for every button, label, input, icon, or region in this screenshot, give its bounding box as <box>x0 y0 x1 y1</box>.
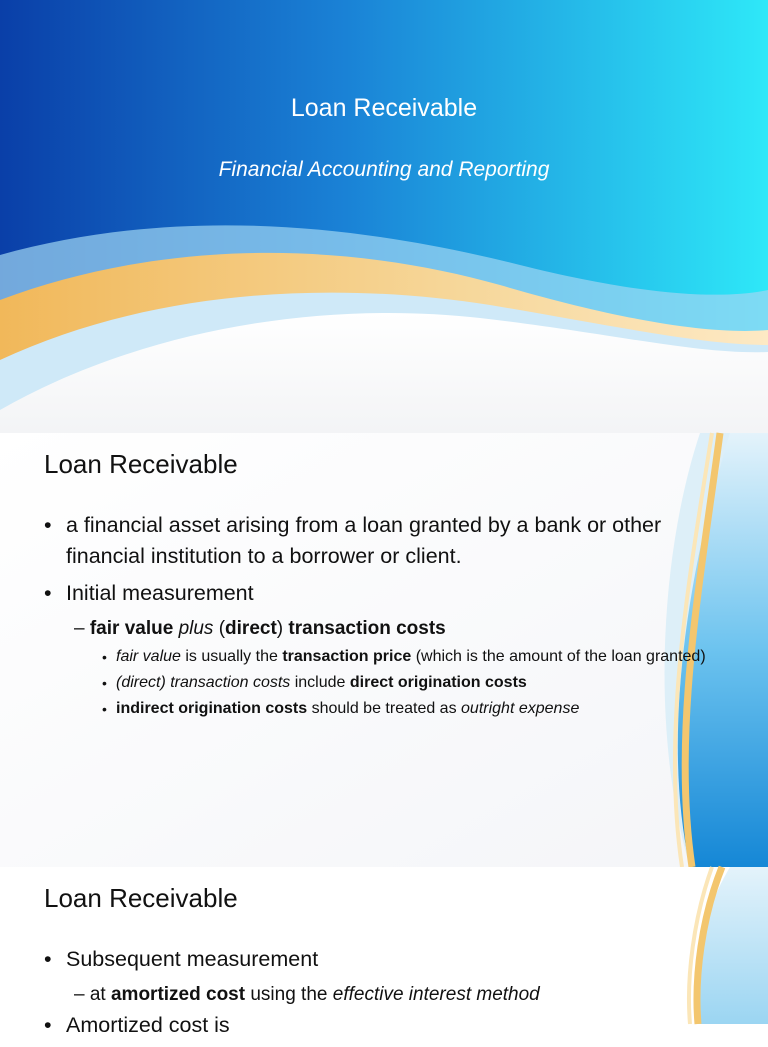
bullet-item <box>44 510 710 572</box>
slide-content <box>44 944 710 1047</box>
bullet-text: a financial asset arising from a loan granted by a bank or other financial institution to a borrower or client. <box>66 513 662 568</box>
text-run: include <box>290 674 350 691</box>
bullet-text: Amortized cost is <box>66 1013 230 1037</box>
term-direct: direct <box>225 618 277 639</box>
bullet-marker: • <box>44 513 52 537</box>
bullet-marker: • <box>44 947 52 971</box>
slide-title: Loan Receivable <box>44 883 238 913</box>
content-slide-1 <box>0 433 768 867</box>
bullet-marker: • <box>102 675 107 691</box>
sub-sub-bullet-item <box>44 646 710 668</box>
sub-bullet-item <box>44 615 710 642</box>
title-slide-background <box>0 0 768 433</box>
sub-sub-bullet-item <box>44 698 710 720</box>
term-plus: plus <box>178 618 214 639</box>
bullet-marker: • <box>44 1013 52 1037</box>
text-run: ( <box>213 618 226 639</box>
bullet-item <box>44 578 710 609</box>
title-slide <box>0 0 768 433</box>
bullet-marker: • <box>102 701 107 717</box>
text-run: is usually the <box>180 648 283 665</box>
bullet-text: Initial measurement <box>66 581 254 605</box>
bullet-item <box>44 1010 710 1041</box>
term-outright-expense: outright expense <box>461 700 580 717</box>
term-fair-value: fair value <box>89 618 174 639</box>
term-transaction-costs: transaction costs <box>288 618 446 639</box>
sub-sub-bullet-item <box>44 672 710 694</box>
text-run: should be treated as <box>307 700 462 717</box>
sub-bullet-item <box>44 981 710 1008</box>
term-direct-transaction-costs: (direct) transaction costs <box>116 674 291 691</box>
dash-marker: – <box>74 618 90 639</box>
term-effective-interest-method: effective interest method <box>332 984 540 1005</box>
term-transaction-price: transaction price <box>282 648 412 665</box>
slide-title: Loan Receivable <box>44 449 238 479</box>
bullet-text: Subsequent measurement <box>66 947 319 971</box>
slide-title: Loan Receivable <box>290 94 478 122</box>
term-fair-value: fair value <box>116 648 181 665</box>
bullet-marker: • <box>44 581 52 605</box>
bullet-marker: • <box>102 649 107 665</box>
text-run: using the <box>245 984 333 1005</box>
slide-subtitle: Financial Accounting and Reporting <box>218 158 550 181</box>
text-run: (which is the amount of the loan granted) <box>411 648 706 665</box>
term-direct-origination-costs: direct origination costs <box>349 674 527 691</box>
content-slide-2 <box>0 867 768 1037</box>
text-run: – at <box>74 984 111 1005</box>
bullet-item <box>44 944 710 975</box>
slide-content <box>44 510 710 723</box>
term-amortized-cost: amortized cost <box>110 984 246 1005</box>
text-run: ) <box>276 618 289 639</box>
term-indirect-origination-costs: indirect origination costs <box>116 700 308 717</box>
